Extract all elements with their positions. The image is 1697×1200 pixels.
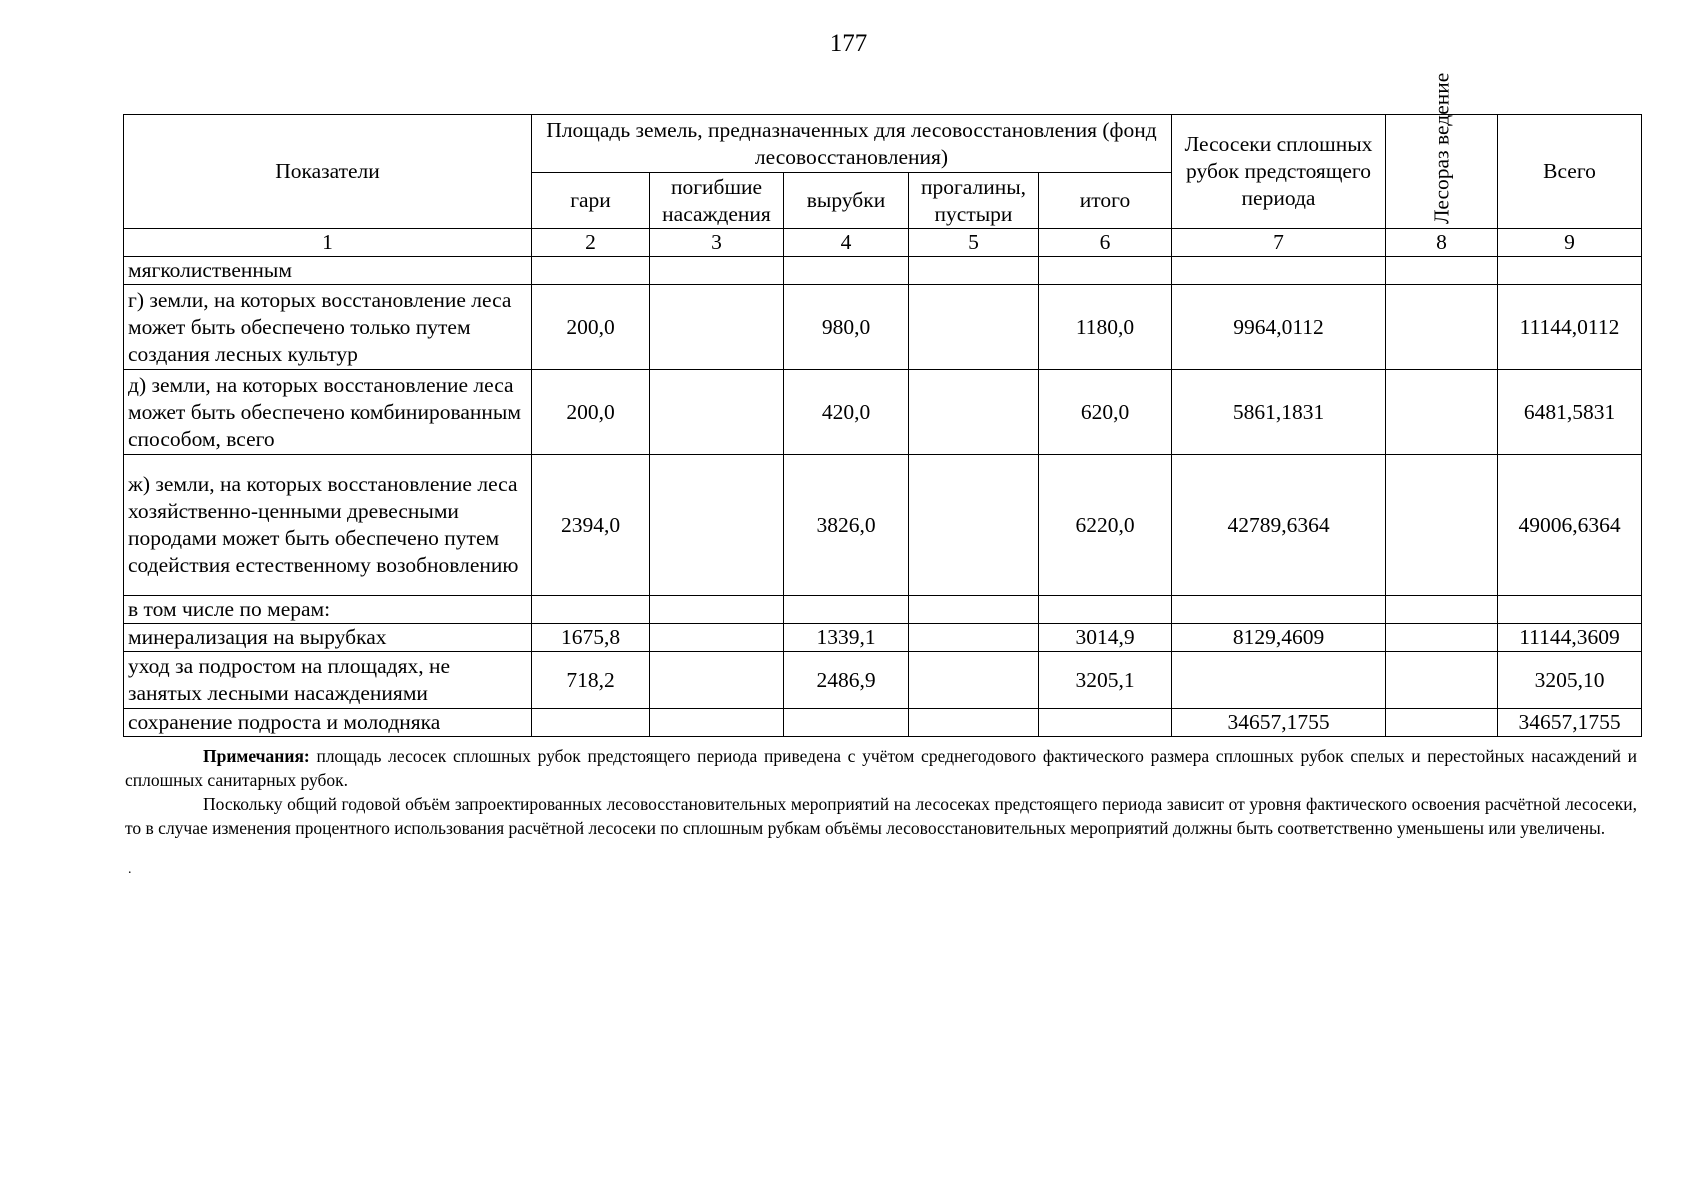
cell-afforestation bbox=[1386, 709, 1498, 737]
cell-clearcuts: 3826,0 bbox=[784, 455, 909, 596]
notes-label: Примечания: bbox=[203, 746, 310, 766]
header-subtotal: итого bbox=[1039, 173, 1172, 229]
cell-total: 11144,3609 bbox=[1498, 624, 1642, 652]
cell-cutting-areas bbox=[1172, 652, 1386, 709]
cell-subtotal: 6220,0 bbox=[1039, 455, 1172, 596]
column-number: 5 bbox=[909, 229, 1039, 257]
cell-afforestation bbox=[1386, 624, 1498, 652]
cell-glades bbox=[909, 285, 1039, 370]
cell-total: 34657,1755 bbox=[1498, 709, 1642, 737]
note-1 bbox=[125, 744, 1637, 792]
cell-clearcuts: 420,0 bbox=[784, 370, 909, 455]
cell-glades bbox=[909, 652, 1039, 709]
table-row bbox=[124, 285, 1642, 370]
cell-dead-stands bbox=[650, 455, 784, 596]
cell-total: 11144,0112 bbox=[1498, 285, 1642, 370]
header-dead-stands: погибшие насаждения bbox=[650, 173, 784, 229]
cell-cutting-areas bbox=[1172, 596, 1386, 624]
header-afforestation bbox=[1386, 72, 1498, 229]
cell-total bbox=[1498, 257, 1642, 285]
cell-clearcuts: 980,0 bbox=[784, 285, 909, 370]
cell-clearcuts: 2486,9 bbox=[784, 652, 909, 709]
cell-burns: 2394,0 bbox=[532, 455, 650, 596]
column-number: 6 bbox=[1039, 229, 1172, 257]
cell-afforestation bbox=[1386, 285, 1498, 370]
cell-dead-stands bbox=[650, 285, 784, 370]
row-label: сохранение подроста и молодняка bbox=[124, 709, 532, 737]
table-row bbox=[124, 455, 1642, 596]
cell-afforestation bbox=[1386, 455, 1498, 596]
row-label: минерализация на вырубках bbox=[124, 624, 532, 652]
cell-clearcuts bbox=[784, 257, 909, 285]
column-number: 4 bbox=[784, 229, 909, 257]
cell-afforestation bbox=[1386, 257, 1498, 285]
cell-subtotal bbox=[1039, 709, 1172, 737]
cell-dead-stands bbox=[650, 709, 784, 737]
cell-glades bbox=[909, 455, 1039, 596]
cell-subtotal: 620,0 bbox=[1039, 370, 1172, 455]
cell-subtotal: 3014,9 bbox=[1039, 624, 1172, 652]
cell-dead-stands bbox=[650, 624, 784, 652]
cell-cutting-areas: 34657,1755 bbox=[1172, 709, 1386, 737]
forest-restoration-table bbox=[123, 72, 1642, 737]
cell-afforestation bbox=[1386, 652, 1498, 709]
note-2: Поскольку общий годовой объём запроектированных лесовосстановительных мероприятий на лесосеках предстоящего периода зависит от уровня фактического освоения расчётной лесосеки, то в случае изменения процентного использования расчётной лесосеки по сплошным рубкам объёмы лесовосстановительных мероприятий должны быть соответственно уменьшены или увеличены. bbox=[125, 794, 1637, 838]
cell-dead-stands bbox=[650, 596, 784, 624]
cell-burns bbox=[532, 596, 650, 624]
cell-glades bbox=[909, 370, 1039, 455]
header-burns: гари bbox=[532, 173, 650, 229]
cell-afforestation bbox=[1386, 596, 1498, 624]
notes-section bbox=[125, 744, 1637, 840]
header-glades: прогалины, пустыри bbox=[909, 173, 1039, 229]
column-number: 1 bbox=[124, 229, 532, 257]
cell-burns: 200,0 bbox=[532, 285, 650, 370]
header-indicators: Показатели bbox=[124, 115, 532, 229]
cell-glades bbox=[909, 624, 1039, 652]
cell-total: 6481,5831 bbox=[1498, 370, 1642, 455]
cell-cutting-areas bbox=[1172, 257, 1386, 285]
cell-dead-stands bbox=[650, 652, 784, 709]
row-label: мягколиственным bbox=[124, 257, 532, 285]
row-label: г) земли, на которых восстановление леса может быть обеспечено только путем создания лесных культур bbox=[124, 285, 532, 370]
cell-subtotal bbox=[1039, 596, 1172, 624]
note-1-text: площадь лесосек сплошных рубок предстоящего периода приведена с учётом среднегодового фактического размера сплошных рубок спелых и перестойных насаждений и сплошных санитарных рубок. bbox=[125, 746, 1637, 790]
cell-glades bbox=[909, 257, 1039, 285]
column-number: 7 bbox=[1172, 229, 1386, 257]
header-afforestation-text: Лесораз ведение bbox=[1429, 72, 1453, 224]
table-row bbox=[124, 709, 1642, 737]
column-number: 9 bbox=[1498, 229, 1642, 257]
cell-glades bbox=[909, 709, 1039, 737]
cell-total: 49006,6364 bbox=[1498, 455, 1642, 596]
row-label: д) земли, на которых восстановление леса может быть обеспечено комбинированным способом, всего bbox=[124, 370, 532, 455]
table-row bbox=[124, 652, 1642, 709]
cell-subtotal: 3205,1 bbox=[1039, 652, 1172, 709]
cell-dead-stands bbox=[650, 370, 784, 455]
cell-burns: 1675,8 bbox=[532, 624, 650, 652]
column-number: 8 bbox=[1386, 229, 1498, 257]
cell-cutting-areas: 9964,0112 bbox=[1172, 285, 1386, 370]
cell-glades bbox=[909, 596, 1039, 624]
column-number: 2 bbox=[532, 229, 650, 257]
header-cutting-areas: Лесосеки сплошных рубок предстоящего периода bbox=[1172, 115, 1386, 229]
header-area-group: Площадь земель, предназначенных для лесовосстановления (фонд лесовосстановления) bbox=[532, 115, 1172, 173]
row-label: ж) земли, на которых восстановление леса хозяйственно-ценными древесными породами может быть обеспечено путем содействия естественному возобновлению bbox=[124, 455, 532, 596]
cell-clearcuts: 1339,1 bbox=[784, 624, 909, 652]
table-row bbox=[124, 370, 1642, 455]
cell-dead-stands bbox=[650, 257, 784, 285]
cell-subtotal: 1180,0 bbox=[1039, 285, 1172, 370]
header-clearcuts: вырубки bbox=[784, 173, 909, 229]
cell-cutting-areas: 42789,6364 bbox=[1172, 455, 1386, 596]
cell-cutting-areas: 8129,4609 bbox=[1172, 624, 1386, 652]
cell-burns bbox=[532, 257, 650, 285]
cell-cutting-areas: 5861,1831 bbox=[1172, 370, 1386, 455]
column-number: 3 bbox=[650, 229, 784, 257]
table-row bbox=[124, 624, 1642, 652]
cell-total: 3205,10 bbox=[1498, 652, 1642, 709]
cell-afforestation bbox=[1386, 370, 1498, 455]
cell-total bbox=[1498, 596, 1642, 624]
cell-clearcuts bbox=[784, 709, 909, 737]
row-label: уход за подростом на площадях, не занятых лесными насаждениями bbox=[124, 652, 532, 709]
row-label: в том числе по мерам: bbox=[124, 596, 532, 624]
header-total: Всего bbox=[1498, 115, 1642, 229]
cell-burns: 200,0 bbox=[532, 370, 650, 455]
cell-clearcuts bbox=[784, 596, 909, 624]
cell-burns: 718,2 bbox=[532, 652, 650, 709]
table-row bbox=[124, 596, 1642, 624]
cell-burns bbox=[532, 709, 650, 737]
page-number: 177 bbox=[829, 30, 868, 57]
table-row bbox=[124, 257, 1642, 285]
trailing-dot: . bbox=[128, 862, 132, 877]
cell-subtotal bbox=[1039, 257, 1172, 285]
column-number-row bbox=[124, 229, 1642, 257]
